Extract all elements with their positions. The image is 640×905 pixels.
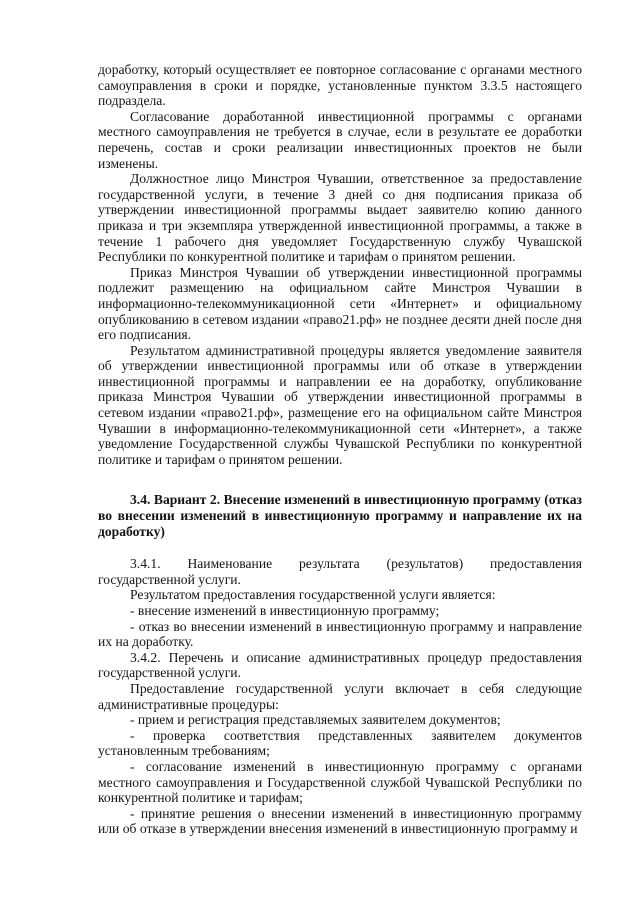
- list-item: - прием и регистрация представляемых заявителем документов;: [130, 712, 501, 728]
- list-item: - отказ во внесении изменений в инвестиционную программу и направление их на доработку.: [98, 618, 582, 650]
- list-item: - внесение изменений в инвестиционную программу;: [130, 603, 440, 618]
- paragraph: Должностное лицо Минстроя Чувашии, ответственное за предоставление государственной услуги, в течение 3 дней со дня подписания приказа об утверждении инвестиционной программы выдает заявителю копию данного приказа и три экземпляра утвержденной инвестиционной программы, а также в течение 1 рабочего дня уведомляет Государственную службу Чувашской Республики по конкурентной политике и тарифам о принятом решении.: [98, 171, 582, 265]
- list-item: - проверка соответствия представленных заявителем документов установленным требованиям;: [98, 727, 582, 759]
- list-item: - принятие решения о внесении изменений в инвестиционную программу или об отказе в утверждении внесения изменений в инвестиционную программу и: [98, 805, 582, 837]
- paragraph: Предоставление государственной услуги включает в себя следующие административные процедуры:: [98, 680, 582, 712]
- subsection-title: 3.4.1. Наименование результата (результатов) предоставления государственной услуги.: [98, 556, 582, 587]
- spacer: [98, 467, 582, 492]
- paragraph: Согласование доработанной инвестиционной программы с органами местного самоуправления не требуется в случае, если в результате ее доработки перечень, состав и сроки реализации инвестиционных проектов не были изменены.: [98, 108, 582, 171]
- paragraph: Результатом административной процедуры является уведомление заявителя об утверждении инвестиционной программы или об отказе в утверждении инвестиционной программы и направлении ее на доработку, опубликование приказа Минстроя Чувашии об утверждении инвестиционной программы в сетевом издании «право21.рф», размещение его на официальном сайте Минстроя Чувашии в информационно-телекоммуникационной сети «Интернет», а также уведомление Государственной службы Чувашской Республики по конкурентной политике и тарифам о принятом решении.: [98, 342, 582, 467]
- paragraph: Приказ Минстроя Чувашии об утверждении инвестиционной программы подлежит размещению на официальном сайте Минстроя Чувашии в информационно-телекоммуникационной сети «Интернет» и официальному опубликованию в сетевом издании «право21.рф» не позднее десяти дней после дня его подписания.: [98, 264, 582, 343]
- paragraph: доработку, который осуществляет ее повторное согласование с органами местного самоуправления в сроки и порядке, установленные пунктом 3.3.5 настоящего подраздела.: [98, 62, 582, 109]
- document-page: [98, 62, 582, 837]
- paragraph: Результатом предоставления государственной услуги является:: [130, 587, 496, 603]
- subsection-title: 3.4.2. Перечень и описание административных процедур предоставления государственной услуги.: [98, 649, 582, 681]
- section-heading: 3.4. Вариант 2. Внесение изменений в инвестиционную программу (отказ во внесении изменений в инвестиционную программу и направление их на доработку): [98, 492, 582, 539]
- spacer: [98, 539, 582, 556]
- list-item: - согласование изменений в инвестиционную программу с органами местного самоуправления и Государственной службой Чувашской Республики по конкурентной политике и тарифам;: [98, 758, 582, 806]
